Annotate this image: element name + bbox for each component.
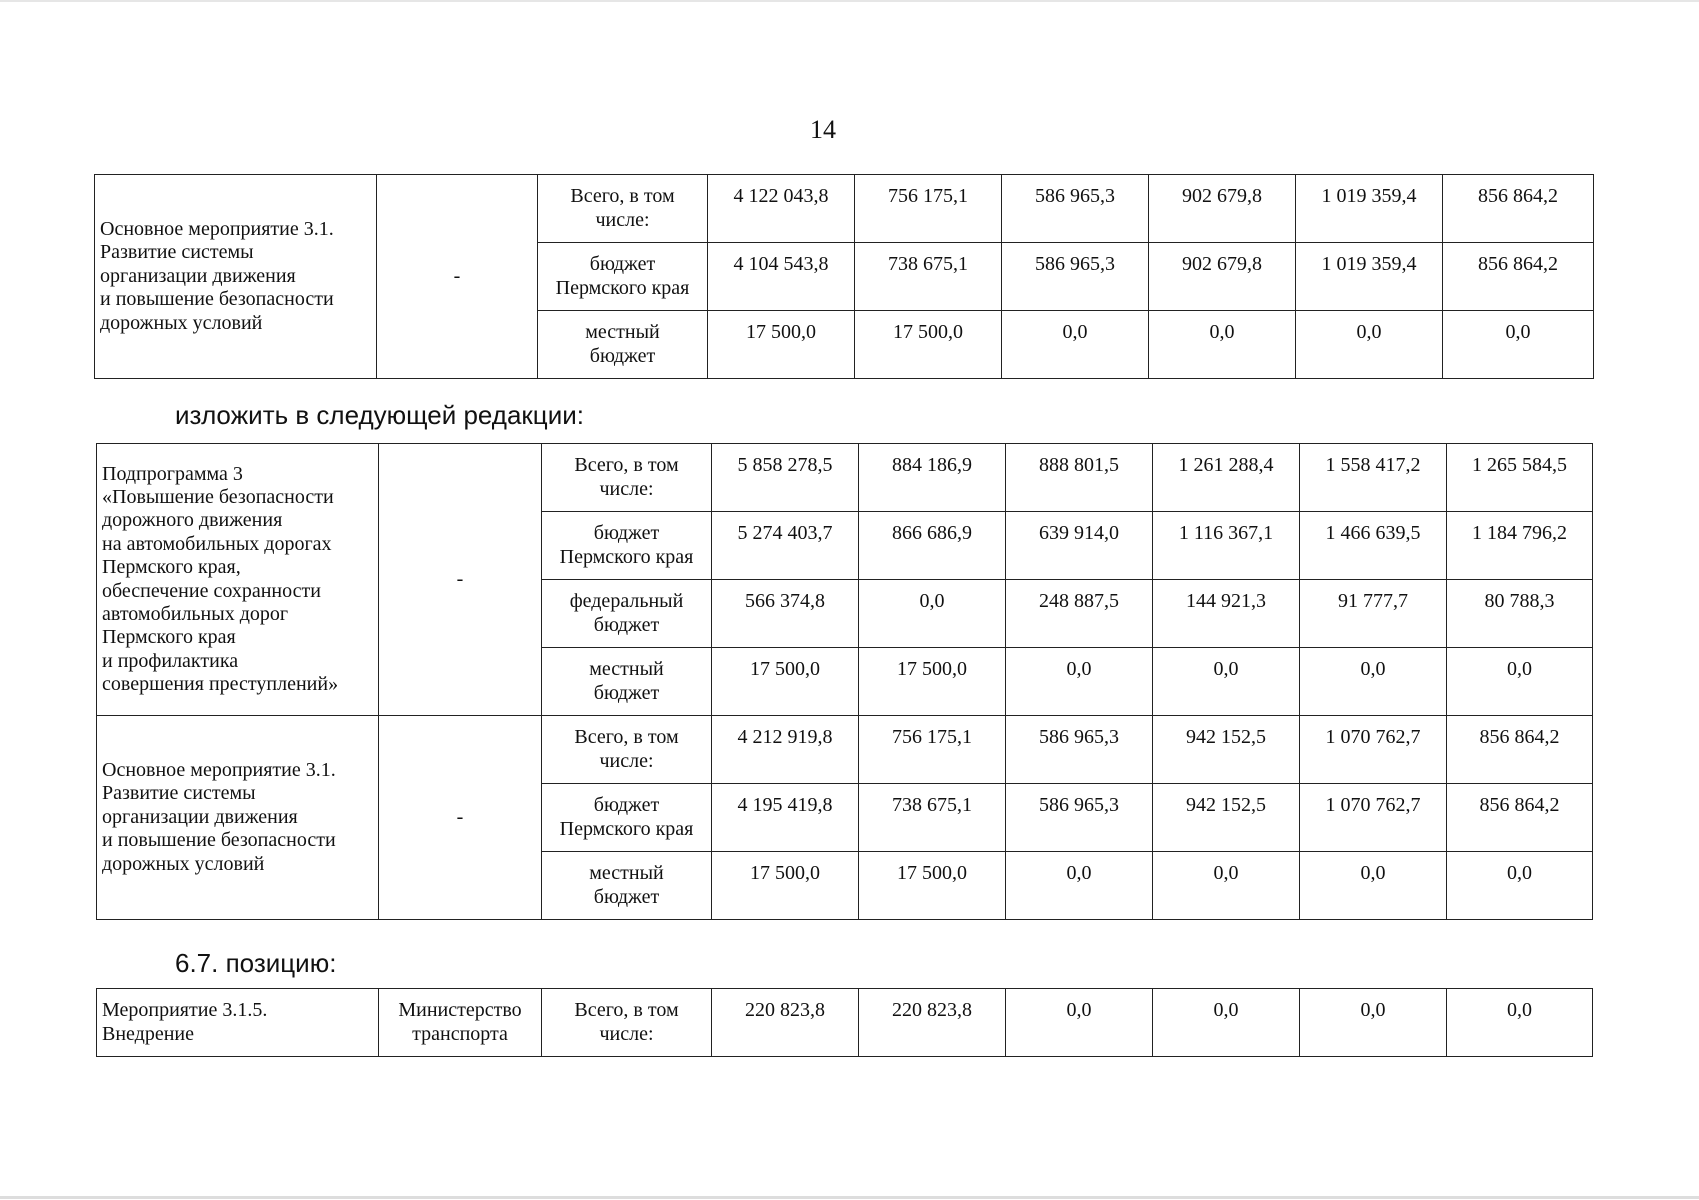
executor-cell: - — [379, 716, 542, 920]
amount-cell: 0,0 — [1006, 648, 1153, 716]
amount-cell: 0,0 — [1296, 311, 1443, 379]
executor-cell: - — [377, 175, 538, 379]
funding-source-cell: местный бюджет — [542, 852, 712, 920]
funding-source-cell: бюджет Пермского края — [542, 512, 712, 580]
amount-cell: 888 801,5 — [1006, 444, 1153, 512]
amount-cell: 220 823,8 — [712, 989, 859, 1057]
amount-cell: 884 186,9 — [859, 444, 1006, 512]
amount-cell: 0,0 — [1149, 311, 1296, 379]
amount-cell: 17 500,0 — [859, 852, 1006, 920]
amount-cell: 5 274 403,7 — [712, 512, 859, 580]
amount-cell: 942 152,5 — [1153, 716, 1300, 784]
amount-cell: 1 070 762,7 — [1300, 784, 1447, 852]
amount-cell: 1 265 584,5 — [1447, 444, 1593, 512]
program-name-cell: Основное мероприятие 3.1. Развитие системы организации движения и повышение безопасности дорожных условий — [95, 175, 377, 379]
scan-edge-bottom — [0, 1196, 1699, 1199]
amount-cell: 0,0 — [1300, 648, 1447, 716]
amount-cell: 856 864,2 — [1443, 175, 1594, 243]
program-name-cell: Подпрограмма 3 «Повышение безопасности дорожного движения на автомобильных дорогах Пермского края, обеспечение сохранности автомобильных дорог Пермского края и профилактика совершения преступлений» — [97, 444, 379, 716]
amount-cell: 248 887,5 — [1006, 580, 1153, 648]
budget-table-old — [94, 174, 1594, 379]
instruction-text-position: 6.7. позицию: — [175, 948, 337, 978]
amount-cell: 4 195 419,8 — [712, 784, 859, 852]
amount-cell: 738 675,1 — [855, 243, 1002, 311]
amount-cell: 639 914,0 — [1006, 512, 1153, 580]
amount-cell: 0,0 — [1006, 989, 1153, 1057]
table-row — [97, 716, 1593, 784]
amount-cell: 566 374,8 — [712, 580, 859, 648]
funding-source-cell: Всего, в том числе: — [542, 989, 712, 1057]
budget-table-position — [96, 988, 1593, 1057]
funding-source-cell: местный бюджет — [542, 648, 712, 716]
amount-cell: 856 864,2 — [1447, 784, 1593, 852]
amount-cell: 1 019 359,4 — [1296, 175, 1443, 243]
amount-cell: 0,0 — [1300, 852, 1447, 920]
amount-cell: 866 686,9 — [859, 512, 1006, 580]
amount-cell: 0,0 — [1447, 989, 1593, 1057]
amount-cell: 1 116 367,1 — [1153, 512, 1300, 580]
amount-cell: 756 175,1 — [859, 716, 1006, 784]
amount-cell: 0,0 — [1153, 648, 1300, 716]
scan-edge-top — [0, 0, 1699, 2]
amount-cell: 0,0 — [1006, 852, 1153, 920]
amount-cell: 1 261 288,4 — [1153, 444, 1300, 512]
funding-source-cell: Всего, в том числе: — [538, 175, 708, 243]
program-name-cell: Основное мероприятие 3.1. Развитие системы организации движения и повышение безопасности дорожных условий — [97, 716, 379, 920]
amount-cell: 586 965,3 — [1002, 243, 1149, 311]
amount-cell: 586 965,3 — [1006, 716, 1153, 784]
amount-cell: 0,0 — [1153, 852, 1300, 920]
instruction-text-redaction: излoжить в следующей редакции: — [175, 400, 584, 430]
amount-cell: 4 122 043,8 — [708, 175, 855, 243]
table-row — [97, 444, 1593, 512]
amount-cell: 17 500,0 — [859, 648, 1006, 716]
amount-cell: 0,0 — [1447, 852, 1593, 920]
amount-cell: 902 679,8 — [1149, 243, 1296, 311]
amount-cell: 0,0 — [1447, 648, 1593, 716]
amount-cell: 738 675,1 — [859, 784, 1006, 852]
executor-cell: Министерство транспорта — [379, 989, 542, 1057]
amount-cell: 0,0 — [1002, 311, 1149, 379]
amount-cell: 1 070 762,7 — [1300, 716, 1447, 784]
page-number: 14 — [810, 115, 836, 144]
amount-cell: 942 152,5 — [1153, 784, 1300, 852]
amount-cell: 856 864,2 — [1443, 243, 1594, 311]
amount-cell: 5 858 278,5 — [712, 444, 859, 512]
amount-cell: 17 500,0 — [855, 311, 1002, 379]
funding-source-cell: Всего, в том числе: — [542, 444, 712, 512]
amount-cell: 4 212 919,8 — [712, 716, 859, 784]
amount-cell: 4 104 543,8 — [708, 243, 855, 311]
amount-cell: 0,0 — [859, 580, 1006, 648]
amount-cell: 144 921,3 — [1153, 580, 1300, 648]
amount-cell: 1 184 796,2 — [1447, 512, 1593, 580]
table-row — [95, 175, 1594, 243]
program-name-cell: Мероприятие 3.1.5. Внедрение — [97, 989, 379, 1057]
budget-table-new — [96, 443, 1593, 920]
funding-source-cell: Всего, в том числе: — [542, 716, 712, 784]
amount-cell: 1 466 639,5 — [1300, 512, 1447, 580]
amount-cell: 220 823,8 — [859, 989, 1006, 1057]
funding-source-cell: бюджет Пермского края — [538, 243, 708, 311]
amount-cell: 856 864,2 — [1447, 716, 1593, 784]
amount-cell: 17 500,0 — [712, 852, 859, 920]
amount-cell: 0,0 — [1300, 989, 1447, 1057]
funding-source-cell: бюджет Пермского края — [542, 784, 712, 852]
amount-cell: 586 965,3 — [1006, 784, 1153, 852]
amount-cell: 0,0 — [1153, 989, 1300, 1057]
amount-cell: 17 500,0 — [708, 311, 855, 379]
funding-source-cell: федеральный бюджет — [542, 580, 712, 648]
amount-cell: 0,0 — [1443, 311, 1594, 379]
executor-cell: - — [379, 444, 542, 716]
amount-cell: 17 500,0 — [712, 648, 859, 716]
table-row — [97, 989, 1593, 1057]
amount-cell: 1 558 417,2 — [1300, 444, 1447, 512]
amount-cell: 91 777,7 — [1300, 580, 1447, 648]
amount-cell: 586 965,3 — [1002, 175, 1149, 243]
amount-cell: 1 019 359,4 — [1296, 243, 1443, 311]
amount-cell: 756 175,1 — [855, 175, 1002, 243]
funding-source-cell: местный бюджет — [538, 311, 708, 379]
amount-cell: 80 788,3 — [1447, 580, 1593, 648]
amount-cell: 902 679,8 — [1149, 175, 1296, 243]
